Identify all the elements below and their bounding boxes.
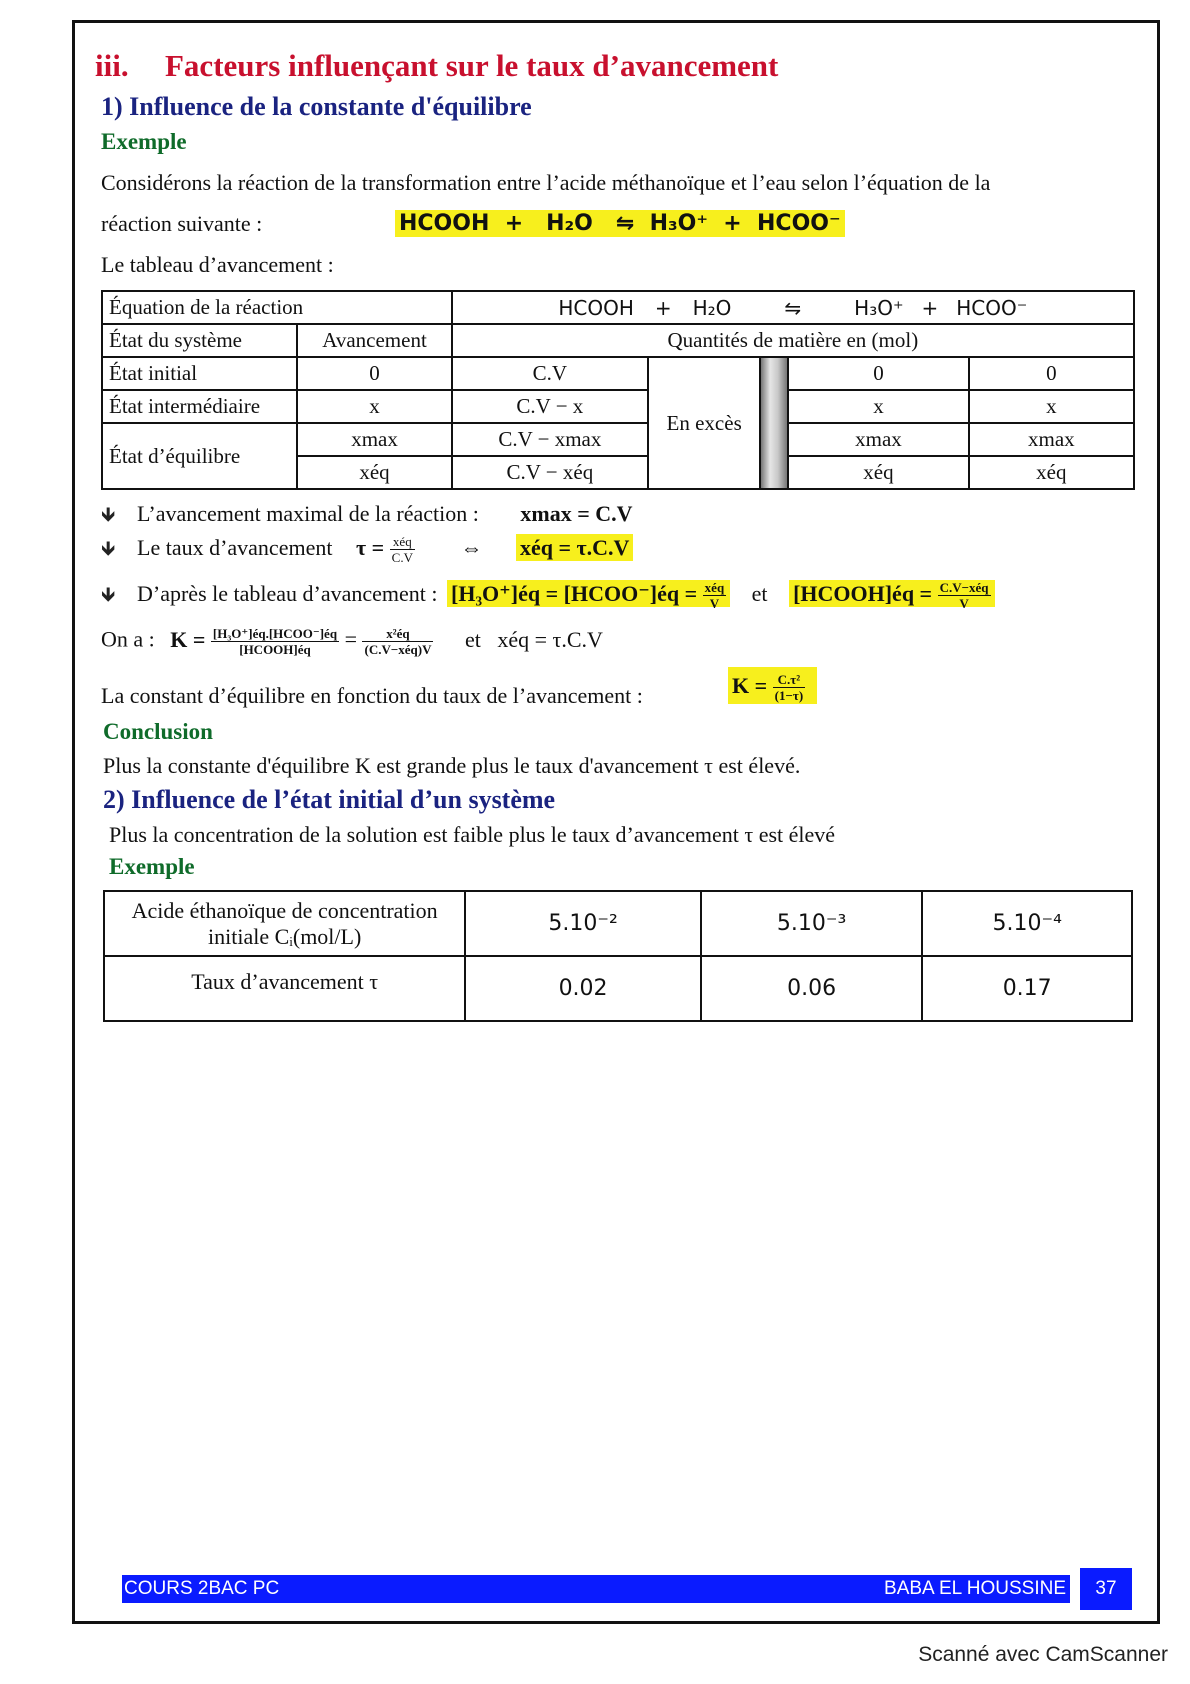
eq-label: Équation de la réaction	[102, 291, 452, 324]
k-tau-text: La constant d’équilibre en fonction du taux de l’avancement :	[101, 683, 643, 708]
cell: 0	[788, 357, 968, 390]
cell: 0	[297, 357, 451, 390]
advancement-table	[101, 290, 1135, 490]
cell: C.V − xmax	[452, 423, 648, 456]
part2-text: Plus la concentration de la solution est faible plus le taux d’avancement τ est élevé	[109, 822, 836, 847]
table-caption: Le tableau d’avancement :	[101, 252, 334, 277]
cell: 0	[969, 357, 1134, 390]
footer-bar	[122, 1575, 1070, 1603]
cell: xmax	[788, 423, 968, 456]
down-arrow-icon: 🡻	[101, 538, 116, 560]
tau-label: Taux d’avancement τ	[104, 956, 465, 1021]
shaded-column	[760, 357, 788, 489]
cell: xmax	[297, 423, 451, 456]
tau-fraction: $\frac{\text{xéq}}{C.V}$	[391, 534, 413, 566]
eq-row: HCOOH + H₂O ⇋ H₃O⁺ + HCOO⁻	[452, 291, 1134, 324]
row-equil-label: État d’équilibre	[102, 423, 297, 489]
conc-cell: 5.10⁻³	[701, 891, 923, 956]
conc-label: Acide éthanoïque de concentration initiale Cᵢ(mol/L)	[104, 891, 465, 956]
bullet-tau: 🡻 Le taux d’avancement τ = $\frac{\text{xéq}}{C.V}$ ⇔ xéq = τ.C.V	[101, 534, 633, 568]
qty-label: Quantités de matière en (mol)	[452, 324, 1134, 357]
exemple-label-1: Exemple	[101, 129, 187, 154]
part2-heading: 2) Influence de l’état initial d’un système	[103, 785, 556, 814]
excess-cell: En excès	[648, 357, 760, 489]
intro-line-2: réaction suivante :	[101, 211, 263, 236]
reaction-equation: HCOOH + H₂O ⇋ H₃O⁺ + HCOO⁻	[395, 210, 845, 236]
part1-heading: 1) Influence de la constante d'équilibre	[101, 92, 532, 121]
footer-course: COURS 2BAC PC	[124, 1578, 280, 1599]
cell: xéq	[969, 456, 1134, 489]
tau-cell: 0.06	[701, 956, 923, 1021]
cell: x	[788, 390, 968, 423]
concentration-table	[103, 890, 1133, 1022]
k-tau-formula: K = $\frac{\text{C.τ²}}{(1-\tau)}$	[728, 672, 817, 703]
bullet-xmax: 🡻 L’avancement maximal de la réaction : xmax = C.V	[101, 500, 633, 534]
cell: xéq	[788, 456, 968, 489]
scanner-watermark: Scanné avec CamScanner	[918, 1643, 1168, 1666]
conclusion-text: Plus la constante d'équilibre K est grande plus le taux d'avancement τ est élevé.	[103, 753, 801, 778]
footer-author: BABA EL HOUSSINE	[884, 1578, 1066, 1599]
cell: C.V	[452, 357, 648, 390]
row-inter-label: État intermédiaire	[102, 390, 297, 423]
cell: xmax	[969, 423, 1134, 456]
conc-cell: 5.10⁻²	[465, 891, 701, 956]
cell: xéq	[297, 456, 451, 489]
down-arrow-icon: 🡻	[101, 504, 116, 526]
cell: x	[969, 390, 1134, 423]
conclusion-title: Conclusion	[103, 719, 213, 744]
down-arrow-icon: 🡻	[101, 584, 116, 606]
intro-line-1: Considérons la réaction de la transformation entre l’acide méthanoïque et l’eau selon l’équation de la	[101, 170, 991, 195]
tau-cell: 0.17	[922, 956, 1132, 1021]
exemple-label-2: Exemple	[109, 854, 195, 879]
cell: C.V − x	[452, 390, 648, 423]
state-label: État du système	[102, 324, 297, 357]
tau-cell: 0.02	[465, 956, 701, 1021]
cell: x	[297, 390, 451, 423]
k-expression: On a : K = $\frac{\text{[H₃O⁺]éq.[HCOO⁻]éq}}{\text{[HCOOH]éq}}$ = $\frac{\text{x²éq}}{\text{(C.V−xéq)V}}$ et xéq = τ.C.V	[101, 626, 603, 657]
page-number: 37	[1080, 1568, 1132, 1610]
bullet-concentrations: 🡻 D’après le tableau d’avancement : [H₃O⁺]éq = [HCOO⁻]éq = $\frac{\text{xéq}}{V}$ et [HCOOH]éq = $\frac{\text{C.V−xéq}}{V}$	[101, 580, 995, 614]
adv-label: Avancement	[297, 324, 451, 357]
cell: C.V − xéq	[452, 456, 648, 489]
conc-cell: 5.10⁻⁴	[922, 891, 1132, 956]
section-title: iii. Facteurs influençant sur le taux d’avancement	[95, 48, 779, 83]
row-initial-label: État initial	[102, 357, 297, 390]
